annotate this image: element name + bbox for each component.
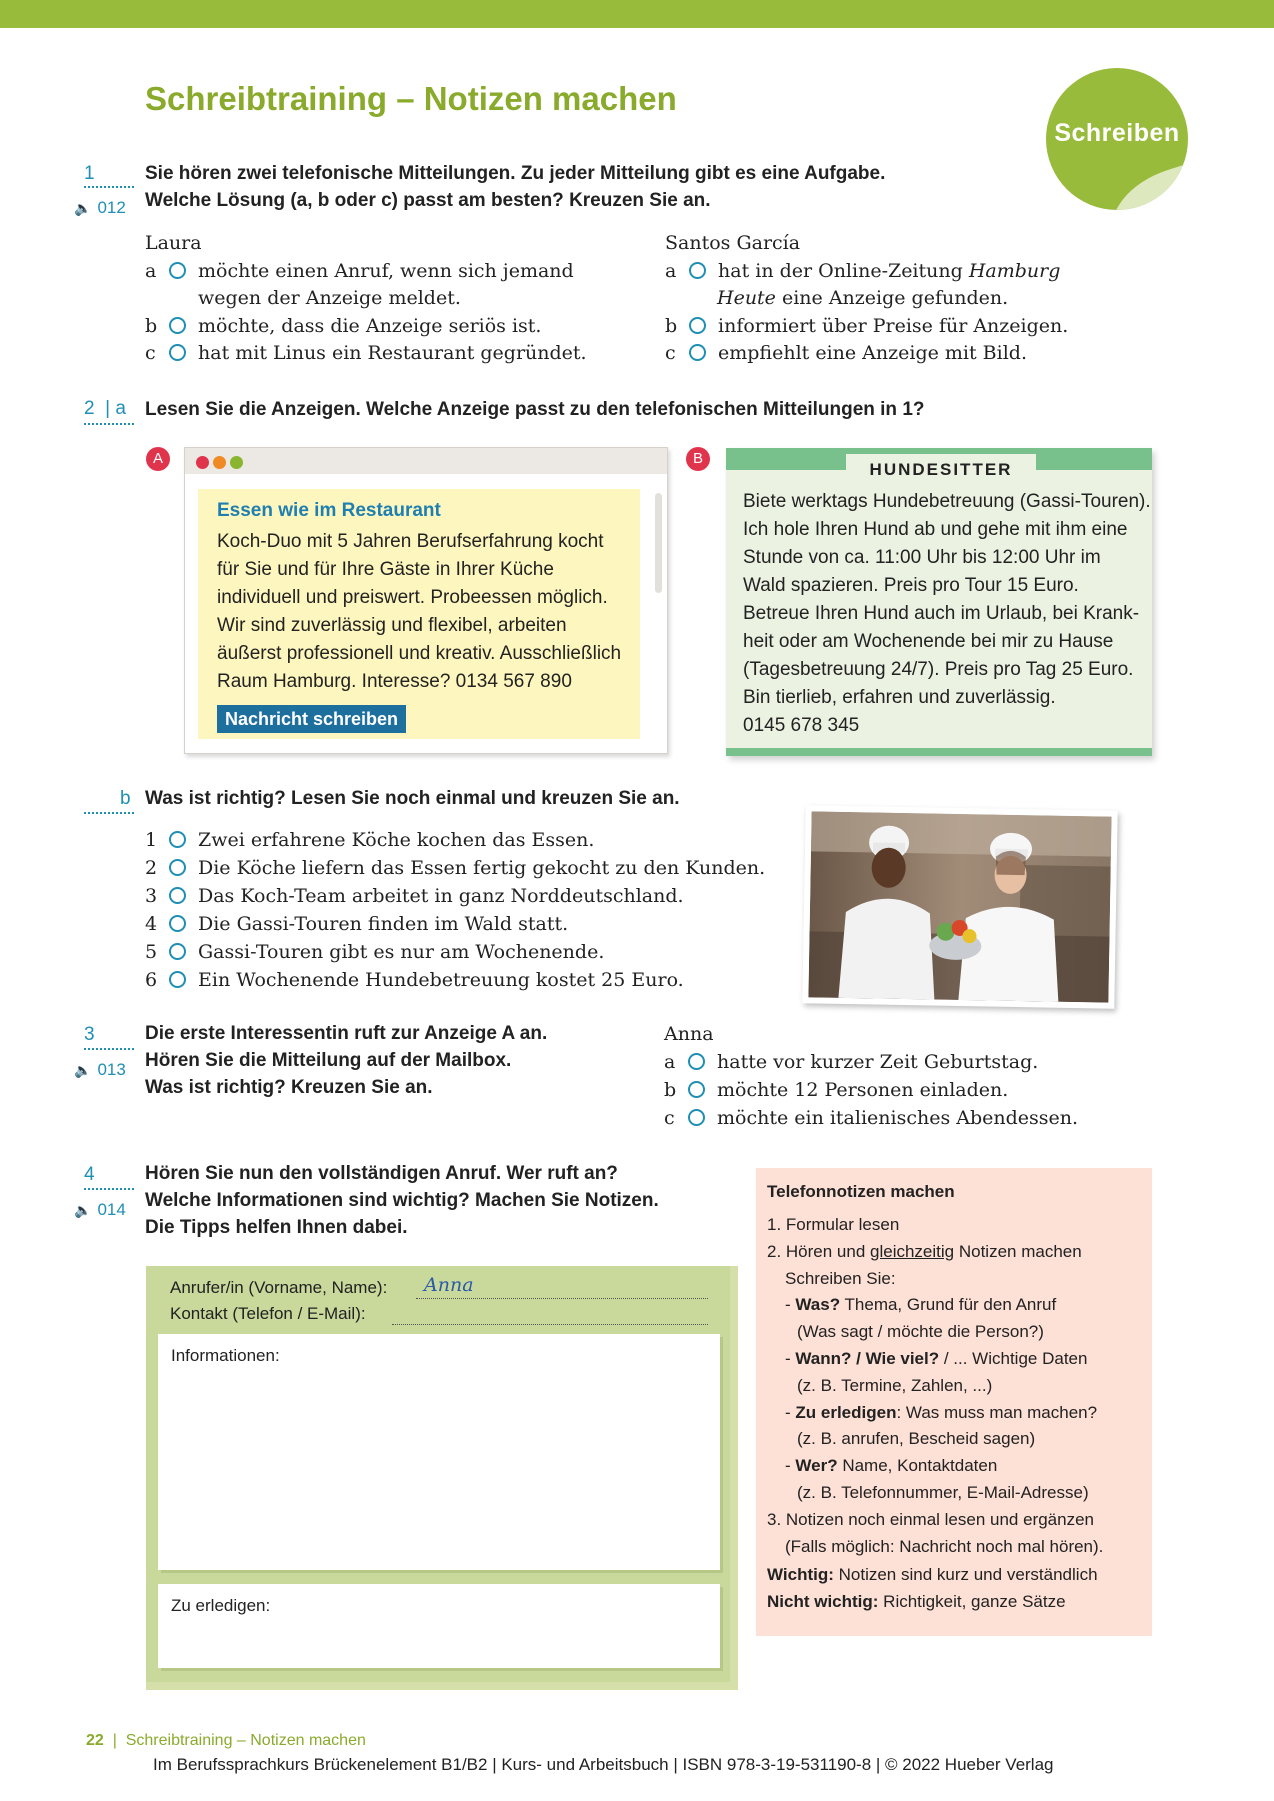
speaker-icon: 🔈 xyxy=(74,200,92,216)
option-radio[interactable] xyxy=(688,1081,705,1098)
audio-track-012[interactable]: 🔈 012 xyxy=(74,198,126,217)
laura-heading: Laura xyxy=(145,232,202,254)
audio-track-014[interactable]: 🔈 014 xyxy=(74,1200,126,1219)
option-radio[interactable] xyxy=(169,971,186,988)
exercise-1-underline xyxy=(84,186,134,188)
santos-option-c[interactable]: c empfiehlt eine Anzeige mit Bild. xyxy=(665,342,1027,364)
option-radio[interactable] xyxy=(689,317,706,334)
tips-box xyxy=(756,1168,1152,1636)
chefs-photo xyxy=(802,805,1117,1008)
anna-option-a[interactable]: a hatte vor kurzer Zeit Geburtstag. xyxy=(664,1051,1039,1073)
anna-heading: Anna xyxy=(664,1023,714,1045)
window-maximize-dot xyxy=(230,456,243,469)
caller-input[interactable]: Anna xyxy=(424,1274,474,1296)
ad-b-card xyxy=(726,448,1152,756)
ad-b-label: B xyxy=(686,447,710,471)
option-radio[interactable] xyxy=(169,317,186,334)
scrollbar-thumb[interactable] xyxy=(655,493,662,593)
page-curl-decoration xyxy=(1099,155,1188,210)
ad-a-body: Koch-Duo mit 5 Jahren Berufserfahrung kocht für Sie und für Ihre Gäste in Ihrer Küche individuell und preiswert. Probeessen möglich. Wir sind zuverlässig und flexibel, arbeiten äußerst professionell und kreativ. Ausschließlich Raum Hamburg. Interesse? 0134 567 890 xyxy=(217,531,622,692)
contact-label: Kontakt (Telefon / E-Mail): xyxy=(170,1304,366,1323)
ad-b-body: Biete werktags Hundebetreuung (Gassi-Touren). Ich hole Ihren Hund ab und gehe mit ihm eine Stunde von ca. 11:00 Uhr bis 12:00 Uhr im Wald spazieren. Preis pro Tour 15 Euro. Betreue Ihren Hund auch im Urlaub, bei Krank- heit oder am Wochenende bei mir zu Hause (Tagesbetreuung 24/7). Preis pro Tag 25 Euro. Bin tierlieb, erfahren und zuverlässig. 0145 678 345 xyxy=(743,491,1151,736)
ad-a-title: Essen wie im Restaurant xyxy=(217,500,441,521)
speaker-icon: 🔈 xyxy=(74,1062,92,1078)
option-radio[interactable] xyxy=(688,1053,705,1070)
exercise-2b-letter: b xyxy=(120,788,131,809)
option-radio[interactable] xyxy=(169,344,186,361)
exercise-2a-underline xyxy=(84,423,134,425)
santos-heading: Santos García xyxy=(665,232,801,254)
footer-page-info: 22 | Schreibtraining – Notizen machen xyxy=(86,1732,366,1749)
santos-option-a-cont: Heute eine Anzeige gefunden. xyxy=(717,287,1009,309)
exercise-4-number: 4 xyxy=(84,1164,95,1185)
exercise-4-underline xyxy=(84,1188,134,1190)
contact-input[interactable] xyxy=(392,1324,708,1325)
laura-option-a[interactable]: a möchte einen Anruf, wenn sich jemand xyxy=(145,260,574,282)
laura-option-c[interactable]: c hat mit Linus ein Restaurant gegründet. xyxy=(145,342,587,364)
send-message-button[interactable]: Nachricht schreiben xyxy=(217,705,406,733)
browser-title-bar xyxy=(185,448,667,474)
schreiben-badge xyxy=(1046,68,1188,210)
exercise-4-instruction: Hören Sie nun den vollständigen Anruf. Wer ruft an? Welche Informationen sind wichtig? Machen Sie Notizen. Die Tipps helfen Ihnen dabei. xyxy=(145,1163,659,1238)
chefs-illustration xyxy=(808,811,1111,1002)
option-radio[interactable] xyxy=(689,262,706,279)
statement-3[interactable]: 3 Das Koch-Team arbeitet in ganz Norddeutschland. xyxy=(145,885,684,907)
top-color-bar xyxy=(0,0,1274,28)
footer-isbn: Im Berufssprachkurs Brückenelement B1/B2 | Kurs- und Arbeitsbuch | ISBN 978-3-19-531190-8 | © 2022 Hueber Verlag xyxy=(153,1755,1054,1774)
todo-label: Zu erledigen: xyxy=(171,1596,271,1615)
speaker-icon: 🔈 xyxy=(74,1202,92,1218)
exercise-2b-underline xyxy=(84,812,134,814)
audio-track-013[interactable]: 🔈 013 xyxy=(74,1060,126,1079)
window-minimize-dot xyxy=(213,456,226,469)
exercise-1-instruction: Sie hören zwei telefonische Mitteilungen. Zu jeder Mitteilung gibt es eine Aufgabe. Welche Lösung (a, b oder c) passt am besten? Kreuzen Sie an. xyxy=(145,163,886,211)
exercise-3-number: 3 xyxy=(84,1024,95,1045)
caller-label: Anrufer/in (Vorname, Name): xyxy=(170,1278,388,1297)
statement-2[interactable]: 2 Die Köche liefern das Essen fertig gekocht zu den Kunden. xyxy=(145,857,766,879)
ad-a-browser-window xyxy=(184,447,668,754)
todo-box[interactable] xyxy=(158,1584,720,1668)
information-label: Informationen: xyxy=(171,1346,280,1365)
window-close-dot xyxy=(196,456,209,469)
laura-option-b[interactable]: b möchte, dass die Anzeige seriös ist. xyxy=(145,315,542,337)
statement-5[interactable]: 5 Gassi-Touren gibt es nur am Wochenende. xyxy=(145,941,605,963)
santos-option-a[interactable]: a hat in der Online-Zeitung Hamburg xyxy=(665,260,1061,282)
statement-1[interactable]: 1 Zwei erfahrene Köche kochen das Essen. xyxy=(145,829,595,851)
exercise-2b-instruction: Was ist richtig? Lesen Sie noch einmal und kreuzen Sie an. xyxy=(145,788,680,809)
statement-4[interactable]: 4 Die Gassi-Touren finden im Wald statt. xyxy=(145,913,569,935)
tips-title: Telefonnotizen machen xyxy=(767,1182,955,1201)
notes-form xyxy=(146,1266,730,1682)
page-title: Schreibtraining – Notizen machen xyxy=(145,80,677,117)
tips-body: 1. Formular lesen 2. Hören und gleichzeitig Notizen machen Schreiben Sie: - Was? Thema, Grund für den Anruf (Was sagt / möchte die Person?) - Wann? / Wie viel? / ... Wichtige Daten (z. B. Termine, Zahlen, ...) - Zu erledigen: Was muss man machen? (z. B. anrufen, Bescheid sagen) - Wer? Name, Kontaktdaten (z. B. Telefonnummer, E-Mail-Adresse) 3. Notizen noch einmal lesen und ergänzen (Falls möglich: Nachricht noch mal hören). Wichtig: Notizen sind kurz und verständlich Nicht wichtig: Richtigkeit, ganze Sätze xyxy=(767,1215,1104,1612)
caller-line xyxy=(416,1298,708,1299)
information-box[interactable] xyxy=(158,1334,720,1570)
laura-option-a-cont: wegen der Anzeige meldet. xyxy=(198,287,461,309)
santos-option-b[interactable]: b informiert über Preise für Anzeigen. xyxy=(665,315,1069,337)
exercise-3-instruction: Die erste Interessentin ruft zur Anzeige A an. Hören Sie die Mitteilung auf der Mailbox. Was ist richtig? Kreuzen Sie an. xyxy=(145,1023,548,1098)
statement-6[interactable]: 6 Ein Wochenende Hundebetreuung kostet 25 Euro. xyxy=(145,969,684,991)
option-radio[interactable] xyxy=(169,915,186,932)
exercise-1-number: 1 xyxy=(84,163,95,184)
option-radio[interactable] xyxy=(169,887,186,904)
option-radio[interactable] xyxy=(689,344,706,361)
ad-a-label: A xyxy=(146,447,170,471)
option-radio[interactable] xyxy=(169,859,186,876)
option-radio[interactable] xyxy=(169,262,186,279)
ad-b-title: HUNDESITTER xyxy=(846,454,1036,486)
option-radio[interactable] xyxy=(169,831,186,848)
option-radio[interactable] xyxy=(688,1109,705,1126)
exercise-2a-instruction: Lesen Sie die Anzeigen. Welche Anzeige passt zu den telefonischen Mitteilungen in 1? xyxy=(145,399,925,420)
anna-option-b[interactable]: b möchte 12 Personen einladen. xyxy=(664,1079,1009,1101)
option-radio[interactable] xyxy=(169,943,186,960)
exercise-2a-number: 2 | a xyxy=(84,398,126,419)
anna-option-c[interactable]: c möchte ein italienisches Abendessen. xyxy=(664,1107,1079,1129)
badge-label: Schreiben xyxy=(1054,119,1180,147)
exercise-3-underline xyxy=(84,1048,134,1050)
